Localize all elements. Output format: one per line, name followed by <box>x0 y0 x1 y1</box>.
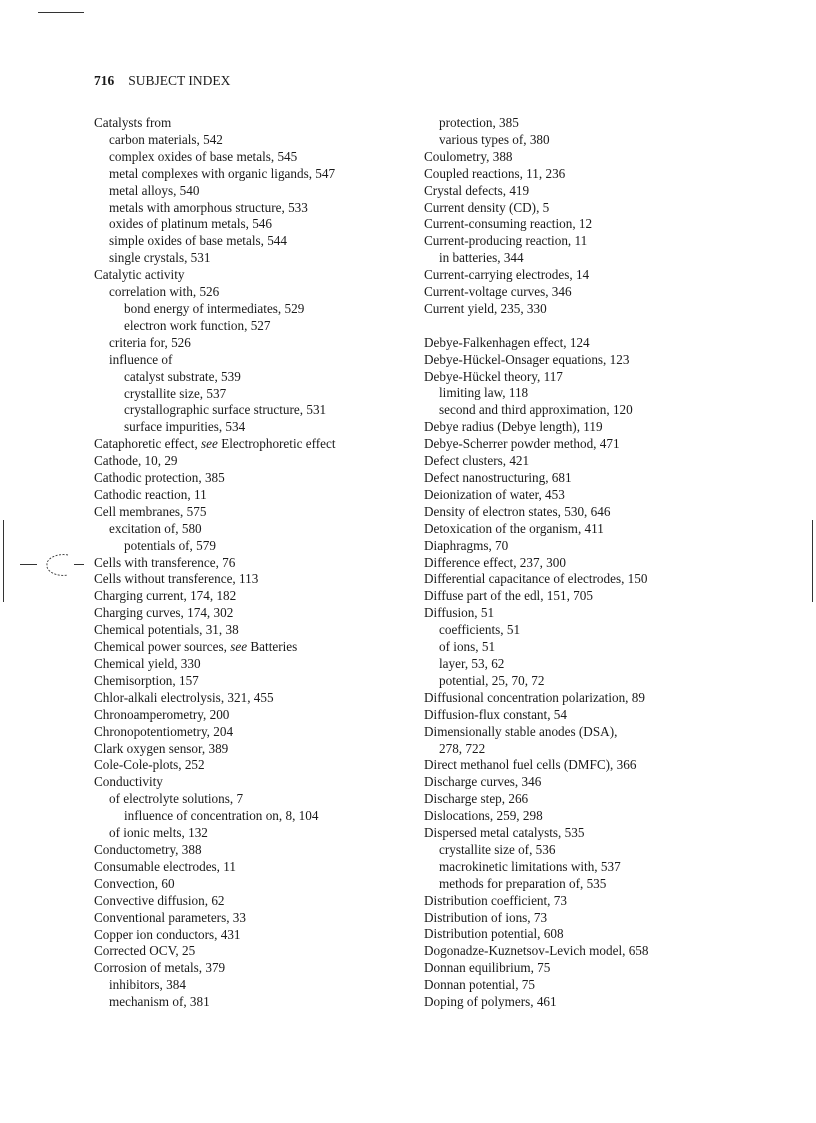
index-entry <box>424 926 754 943</box>
index-subentry <box>94 183 410 200</box>
index-subentry <box>94 521 410 538</box>
entry-text: Diffuse part of the edl, 151, 705 <box>424 588 593 604</box>
see-reference: see <box>230 639 248 655</box>
entry-text: Cathodic protection, 385 <box>94 470 225 486</box>
index-subentry <box>94 284 410 301</box>
entry-text: Cells without transference, 113 <box>94 571 259 587</box>
index-entry <box>424 470 754 487</box>
index-subentry <box>94 200 410 217</box>
index-subentry <box>94 994 410 1011</box>
entry-text: Copper ion conductors, 431 <box>94 926 241 942</box>
entry-text: Convective diffusion, 62 <box>94 892 225 908</box>
index-subentry <box>94 419 410 436</box>
entry-text: Chemical potentials, 31, 38 <box>94 622 239 638</box>
entry-text: of ionic melts, 132 <box>109 825 208 841</box>
entry-text: Current density (CD), 5 <box>424 199 550 215</box>
index-entry <box>424 774 754 791</box>
entry-text: Cell membranes, 575 <box>94 503 207 519</box>
entry-text: Diffusional concentration polarization, 89 <box>424 689 645 705</box>
index-subentry <box>424 859 754 876</box>
entry-text: potential, 25, 70, 72 <box>439 672 545 688</box>
index-subentry <box>94 233 410 250</box>
index-entry <box>424 724 754 741</box>
index-entry <box>424 977 754 994</box>
top-crop-rule <box>38 12 84 13</box>
entry-text: Conductivity <box>94 774 163 790</box>
entry-text: Debye-Scherrer powder method, 471 <box>424 436 620 452</box>
index-entry <box>424 200 754 217</box>
entry-text: protection, 385 <box>439 115 519 130</box>
entry-text: Distribution coefficient, 73 <box>424 892 567 908</box>
index-entry <box>424 166 754 183</box>
index-entry <box>94 927 410 944</box>
entry-text: Cathode, 10, 29 <box>94 453 178 469</box>
index-entry <box>94 267 410 284</box>
index-subentry <box>424 741 754 758</box>
index-entry <box>424 994 754 1011</box>
entry-text: of ions, 51 <box>439 639 496 655</box>
entry-text: bond energy of intermediates, 529 <box>124 300 305 316</box>
entry-text: Charging current, 174, 182 <box>94 588 237 604</box>
entry-text: Defect nanostructuring, 681 <box>424 470 572 486</box>
index-subentry <box>94 538 410 555</box>
entry-text: excitation of, 580 <box>109 520 202 536</box>
index-entry <box>94 757 410 774</box>
entry-text: Dislocations, 259, 298 <box>424 808 543 824</box>
entry-text: potentials of, 579 <box>124 537 216 553</box>
entry-text: Distribution potential, 608 <box>424 926 564 942</box>
entry-text: Density of electron states, 530, 646 <box>424 503 611 519</box>
entry-text: Deionization of water, 453 <box>424 486 565 502</box>
page-number: 716 <box>94 73 115 88</box>
index-subentry <box>94 301 410 318</box>
index-entry <box>94 690 410 707</box>
running-head-title: SUBJECT INDEX <box>128 73 231 88</box>
index-entry <box>424 588 754 605</box>
index-subentry <box>94 369 410 386</box>
index-entry <box>424 369 754 386</box>
index-entry <box>424 825 754 842</box>
entry-text: Detoxication of the organism, 411 <box>424 520 604 536</box>
index-entry <box>424 419 754 436</box>
entry-text: Diffusion-flux constant, 54 <box>424 706 567 722</box>
entry-text: complex oxides of base metals, 545 <box>109 148 298 164</box>
index-entry <box>94 487 410 504</box>
index-entry <box>424 436 754 453</box>
entry-text: Dispersed metal catalysts, 535 <box>424 825 585 841</box>
index-entry <box>94 707 410 724</box>
index-entry <box>94 673 410 690</box>
entry-text: Current yield, 235, 330 <box>424 300 547 316</box>
index-subentry <box>424 132 754 149</box>
see-reference: see <box>201 436 218 452</box>
index-subentry <box>94 335 410 352</box>
entry-text: catalyst substrate, 539 <box>124 368 241 384</box>
index-entry <box>424 335 754 352</box>
index-subentry <box>94 352 410 369</box>
entry-text: Chronoamperometry, 200 <box>94 706 230 722</box>
entry-text: Defect clusters, 421 <box>424 453 530 469</box>
index-entry <box>424 960 754 977</box>
entry-text: surface impurities, 534 <box>124 419 246 435</box>
entry-text: limiting law, 118 <box>439 385 529 401</box>
index-subentry <box>94 132 410 149</box>
entry-text: Chemisorption, 157 <box>94 672 199 688</box>
index-subentry <box>94 318 410 335</box>
index-subentry <box>424 622 754 639</box>
entry-text: Charging curves, 174, 302 <box>94 605 234 621</box>
index-subentry <box>94 808 410 825</box>
entry-text: electron work function, 527 <box>124 317 271 333</box>
entry-text: Corrected OCV, 25 <box>94 943 196 959</box>
entry-text: Discharge curves, 346 <box>424 774 542 790</box>
section-gap <box>424 318 754 335</box>
entry-text: influence of <box>109 351 173 367</box>
entry-text: influence of concentration on, 8, 104 <box>124 808 319 824</box>
entry-text: Cathodic reaction, 11 <box>94 486 207 502</box>
entry-text: Chemical yield, 330 <box>94 656 201 671</box>
index-subentry <box>424 115 754 132</box>
entry-text: coefficients, 51 <box>439 622 521 638</box>
entry-text: Debye-Hückel-Onsager equations, 123 <box>424 351 630 367</box>
index-subentry <box>424 385 754 402</box>
index-entry <box>424 453 754 470</box>
index-entry <box>424 943 754 960</box>
index-entry <box>424 284 754 301</box>
index-column-right <box>424 115 754 1011</box>
index-subentry <box>94 402 410 419</box>
index-entry <box>424 757 754 774</box>
entry-text: Batteries <box>247 639 298 655</box>
index-subentry <box>94 149 410 166</box>
index-entry <box>424 301 754 318</box>
index-subentry <box>94 166 410 183</box>
entry-text: crystallite size, 537 <box>124 385 227 401</box>
entry-text: Current-consuming reaction, 12 <box>424 216 593 232</box>
index-subentry <box>424 402 754 419</box>
index-subentry <box>94 977 410 994</box>
entry-text: in batteries, 344 <box>439 250 524 266</box>
index-subentry <box>94 791 410 808</box>
entry-text: correlation with, 526 <box>109 284 220 300</box>
running-header <box>94 73 230 89</box>
index-entry <box>94 943 410 960</box>
index-entry <box>94 910 410 927</box>
entry-text: layer, 53, 62 <box>439 655 505 671</box>
index-entry <box>94 876 410 893</box>
index-entry <box>424 504 754 521</box>
index-entry <box>424 571 754 588</box>
index-entry <box>94 842 410 859</box>
index-entry <box>424 352 754 369</box>
index-entry <box>424 605 754 622</box>
entry-text: Coupled reactions, 11, 236 <box>424 165 566 181</box>
entry-text: Convection, 60 <box>94 875 175 891</box>
registration-mark-icon <box>38 553 78 577</box>
entry-text: Diffusion, 51 <box>424 605 495 621</box>
index-subentry <box>424 639 754 656</box>
index-entry <box>424 893 754 910</box>
index-entry <box>94 859 410 876</box>
entry-text: Current-carrying electrodes, 14 <box>424 267 590 283</box>
index-entry <box>94 622 410 639</box>
index-entry <box>94 588 410 605</box>
entry-text: various types of, 380 <box>439 131 550 147</box>
entry-text: Chlor-alkali electrolysis, 321, 455 <box>94 689 274 705</box>
entry-text: Doping of polymers, 461 <box>424 994 557 1010</box>
index-entry <box>94 436 410 453</box>
entry-text: Coulometry, 388 <box>424 148 513 164</box>
entry-text: inhibitors, 384 <box>109 977 186 993</box>
entry-text: Catalysts from <box>94 115 172 130</box>
entry-text: Difference effect, 237, 300 <box>424 554 566 570</box>
index-subentry <box>94 250 410 267</box>
entry-text: Discharge step, 266 <box>424 791 529 807</box>
entry-text: Conventional parameters, 33 <box>94 909 246 925</box>
index-entry <box>94 571 410 588</box>
entry-text: Dimensionally stable anodes (DSA), <box>424 723 618 739</box>
entry-text: Differential capacitance of electrodes, 150 <box>424 571 648 587</box>
entry-text: Clark oxygen sensor, 389 <box>94 740 229 756</box>
entry-text: Current-voltage curves, 346 <box>424 284 572 300</box>
index-entry <box>94 724 410 741</box>
index-entry <box>424 149 754 166</box>
entry-text: Catalytic activity <box>94 267 185 283</box>
entry-text: single crystals, 531 <box>109 250 211 266</box>
index-entry <box>424 538 754 555</box>
index-column-left <box>94 115 410 1011</box>
entry-text: Chemical power sources, <box>94 639 231 655</box>
entry-text: carbon materials, 542 <box>109 131 223 147</box>
index-entry <box>94 470 410 487</box>
entry-text: Cole-Cole-plots, 252 <box>94 757 205 773</box>
entry-text: 278, 722 <box>439 740 486 756</box>
index-entry <box>94 639 410 656</box>
index-entry <box>424 183 754 200</box>
index-entry <box>94 115 410 132</box>
entry-text: Donnan potential, 75 <box>424 977 535 993</box>
index-entry <box>424 808 754 825</box>
index-subentry <box>424 673 754 690</box>
entry-text: simple oxides of base metals, 544 <box>109 233 287 249</box>
entry-text: oxides of platinum metals, 546 <box>109 216 272 232</box>
entry-text: metals with amorphous structure, 533 <box>109 199 308 215</box>
index-subentry <box>94 216 410 233</box>
entry-text: Crystal defects, 419 <box>424 182 530 198</box>
index-entry <box>424 267 754 284</box>
entry-text: Electrophoretic effect <box>217 436 336 452</box>
entry-text: Cells with transference, 76 <box>94 554 236 570</box>
registration-tick-left <box>20 564 37 565</box>
index-entry <box>94 656 410 673</box>
index-entry <box>424 216 754 233</box>
index-entry <box>424 521 754 538</box>
index-entry <box>424 555 754 572</box>
entry-text: crystallographic surface structure, 531 <box>124 402 327 418</box>
entry-text: of electrolyte solutions, 7 <box>109 791 244 807</box>
right-crop-mark <box>812 520 813 602</box>
index-subentry <box>424 876 754 893</box>
index-entry <box>94 960 410 977</box>
entry-text: Cataphoretic effect, <box>94 436 202 452</box>
index-subentry <box>424 842 754 859</box>
index-entry <box>424 690 754 707</box>
entry-text: Corrosion of metals, 379 <box>94 960 226 976</box>
index-entry <box>94 605 410 622</box>
entry-text: Chronopotentiometry, 204 <box>94 723 234 739</box>
entry-text: Conductometry, 388 <box>94 841 202 857</box>
entry-text: Distribution of ions, 73 <box>424 909 548 925</box>
index-entry <box>424 910 754 927</box>
entry-text: mechanism of, 381 <box>109 994 210 1010</box>
entry-text: Direct methanol fuel cells (DMFC), 366 <box>424 757 637 773</box>
entry-text: Donnan equilibrium, 75 <box>424 960 551 976</box>
index-subentry <box>94 825 410 842</box>
index-entry <box>94 555 410 572</box>
index-entry <box>424 487 754 504</box>
index-entry <box>94 504 410 521</box>
entry-text: Debye-Hückel theory, 117 <box>424 368 563 384</box>
entry-text: Consumable electrodes, 11 <box>94 858 236 874</box>
entry-text: second and third approximation, 120 <box>439 402 633 418</box>
entry-text: criteria for, 526 <box>109 334 191 350</box>
entry-text: methods for preparation of, 535 <box>439 875 607 891</box>
entry-text: metal alloys, 540 <box>109 182 200 198</box>
index-subentry <box>94 386 410 403</box>
entry-text: Dogonadze-Kuznetsov-Levich model, 658 <box>424 943 649 959</box>
index-entry <box>94 741 410 758</box>
index-entry <box>424 233 754 250</box>
entry-text: Debye radius (Debye length), 119 <box>424 419 603 435</box>
entry-text: Debye-Falkenhagen effect, 124 <box>424 334 590 350</box>
index-entry <box>94 453 410 470</box>
index-entry <box>424 707 754 724</box>
entry-text: macrokinetic limitations with, 537 <box>439 858 621 874</box>
entry-text: crystallite size of, 536 <box>439 841 556 857</box>
entry-text: Current-producing reaction, 11 <box>424 233 588 249</box>
entry-text: metal complexes with organic ligands, 547 <box>109 165 336 181</box>
left-crop-mark <box>3 520 4 602</box>
index-subentry <box>424 656 754 673</box>
index-entry <box>424 791 754 808</box>
index-subentry <box>424 250 754 267</box>
entry-text: Diaphragms, 70 <box>424 537 509 553</box>
index-entry <box>94 893 410 910</box>
index-entry <box>94 774 410 791</box>
